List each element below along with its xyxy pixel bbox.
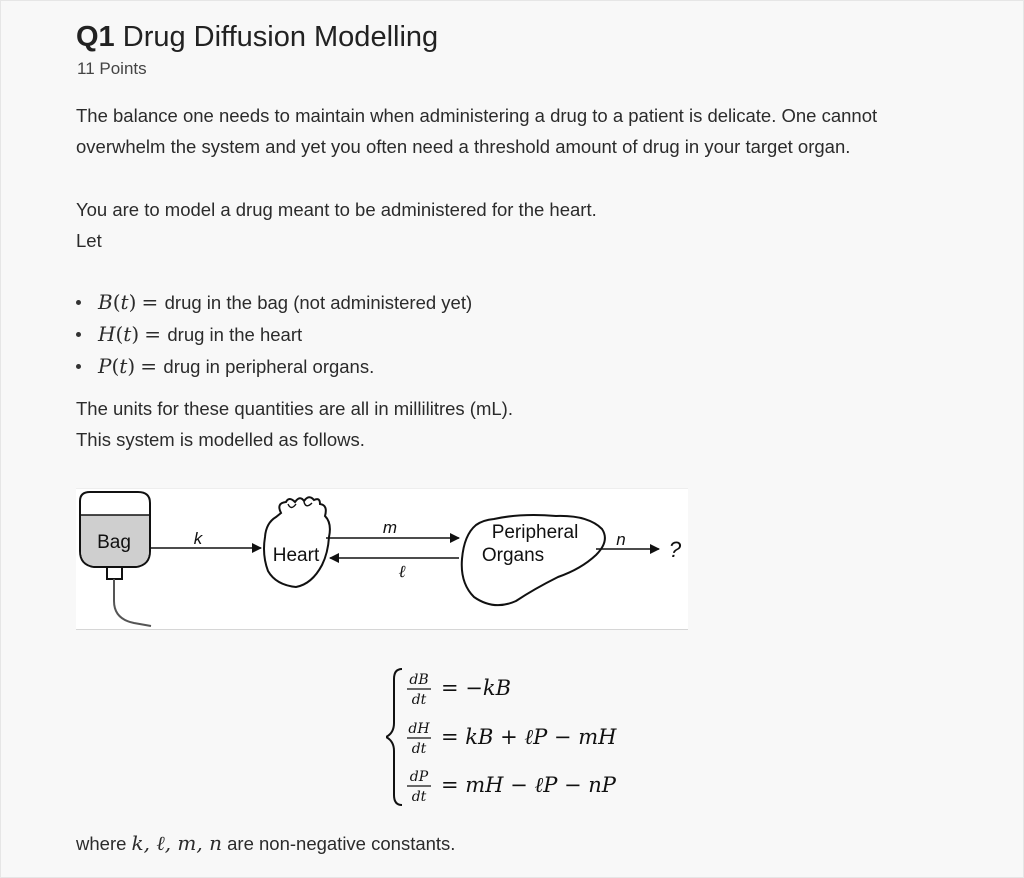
definition-text: drug in peripheral organs. bbox=[163, 356, 375, 377]
eq2-numerator: dH bbox=[408, 721, 430, 737]
bag-label: Bag bbox=[97, 532, 131, 553]
definition-item: P(t) = drug in peripheral organs. bbox=[76, 350, 472, 382]
rate-l-label: ℓ bbox=[398, 562, 406, 582]
bullet-dot bbox=[76, 364, 81, 369]
intro-heart-paragraph: You are to model a drug meant to be administered for the heart. bbox=[76, 199, 597, 220]
intro-let: Let bbox=[76, 230, 102, 251]
iv-bag-shape bbox=[80, 492, 151, 626]
question-title bbox=[76, 21, 438, 54]
peripheral-label-line1: Peripheral bbox=[491, 522, 579, 543]
constants-note bbox=[76, 827, 455, 860]
ode-system-svg bbox=[386, 663, 686, 813]
compartment-diagram-svg bbox=[76, 489, 688, 629]
eq3-rhs: = mH − ℓP − nP bbox=[441, 773, 616, 797]
eq2-denominator: dt bbox=[411, 741, 427, 757]
eq1-numerator: dB bbox=[409, 672, 429, 688]
constants-list: k, ℓ, m, n bbox=[131, 831, 222, 855]
where-suffix: are non-negative constants. bbox=[227, 833, 456, 854]
definition-text: drug in the bag (not administered yet) bbox=[164, 292, 473, 313]
ode-system bbox=[386, 663, 686, 813]
question-title-text: Drug Diffusion Modelling bbox=[122, 21, 439, 53]
question-number: Q1 bbox=[76, 21, 115, 53]
eq2-rhs: = kB + ℓP − mH bbox=[441, 725, 617, 749]
rate-k-label: k bbox=[193, 529, 203, 548]
units-text: The units for these quantities are all in millilitres (mL). bbox=[76, 398, 513, 419]
eq3-denominator: dt bbox=[411, 789, 427, 805]
bullet-dot bbox=[76, 332, 81, 337]
heart-label: Heart bbox=[272, 545, 320, 566]
eq1-rhs: = −kB bbox=[441, 676, 512, 700]
definition-item: H(t) = drug in the heart bbox=[76, 318, 472, 350]
eq1-denominator: dt bbox=[411, 692, 427, 708]
intro-paragraph: The balance one needs to maintain when administering a drug to a patient is delicate. One cannot overwhelm the system and yet you often need a threshold amount of drug in your target organ. bbox=[76, 105, 878, 157]
where-prefix: where bbox=[76, 833, 127, 854]
model-text: This system is modelled as follows. bbox=[76, 429, 365, 450]
definitions-list bbox=[76, 286, 472, 382]
rate-m-label: m bbox=[382, 518, 398, 537]
unknown-output-label: ? bbox=[668, 537, 682, 562]
compartment-diagram bbox=[76, 488, 688, 630]
question-points: 11 Points bbox=[77, 59, 147, 78]
definition-text: drug in the heart bbox=[167, 324, 303, 345]
bullet-dot bbox=[76, 300, 81, 305]
definition-item: B(t) = drug in the bag (not administered yet) bbox=[76, 286, 472, 318]
left-brace bbox=[386, 669, 402, 805]
heart-shape bbox=[264, 497, 330, 587]
peripheral-label-line2: Organs bbox=[481, 545, 545, 566]
eq3-numerator: dP bbox=[409, 769, 429, 785]
rate-n-label: n bbox=[616, 530, 626, 549]
